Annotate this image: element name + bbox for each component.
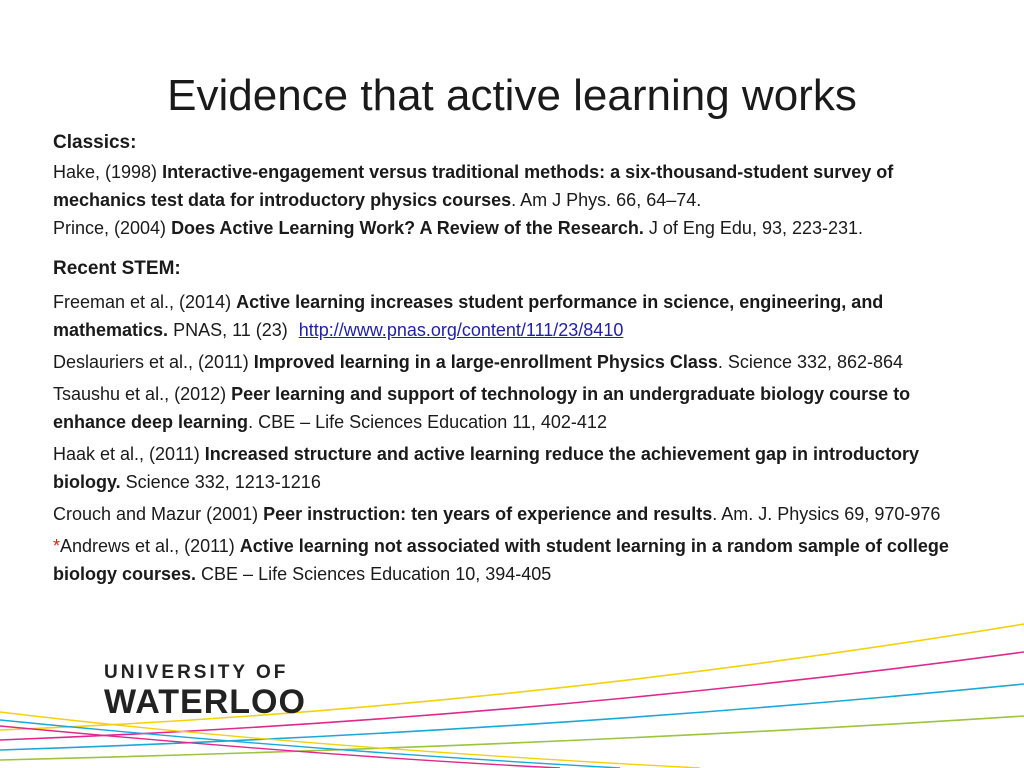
ref-authors: Prince, (2004) <box>53 218 172 238</box>
reference-andrews <box>53 532 973 588</box>
university-of-waterloo-logo <box>104 662 334 720</box>
ref-source: . CBE – Life Sciences Education 11, 402-412 <box>248 412 607 432</box>
ref-title: Active learning not associated with student learning in a random sample of college biology courses. <box>53 536 949 584</box>
reference-prince <box>53 214 973 242</box>
classics-heading: Classics: <box>53 132 137 153</box>
swoosh-line-cyan-low <box>0 720 620 768</box>
reference-hake <box>53 158 973 214</box>
ref-source: . Am. J. Physics 69, 970-976 <box>712 504 941 524</box>
ref-authors: Freeman et al., (2014) <box>53 292 237 312</box>
logo-line-university-of: UNIVERSITY OF <box>104 662 289 683</box>
reference-haak <box>53 440 973 496</box>
reference-deslauriers <box>53 348 973 376</box>
ref-source: PNAS, 11 (23) <box>168 320 293 340</box>
ref-authors: Crouch and Mazur (2001) <box>53 504 264 524</box>
ref-authors: Hake, (1998) <box>53 162 163 182</box>
ref-title: Does Active Learning Work? A Review of the Research. <box>171 218 644 238</box>
ref-source: . Science 332, 862-864 <box>717 352 904 372</box>
ref-title: Increased structure and active learning reduce the achievement gap in introductory biology. <box>53 444 919 492</box>
slide-content <box>53 128 973 588</box>
reference-tsaushu <box>53 380 973 436</box>
ref-title: Active learning increases student performance in science, engineering, and mathematics. <box>53 292 884 340</box>
recent-stem-heading: Recent STEM: <box>53 258 181 279</box>
ref-source: Science 332, 1213-1216 <box>120 472 321 492</box>
ref-title: Peer instruction: ten years of experience and results <box>263 504 713 524</box>
ref-source: J of Eng Edu, 93, 223-231. <box>643 218 864 238</box>
slide-title: Evidence that active learning works <box>167 71 857 120</box>
ref-title: Interactive-engagement versus traditional methods: a six-thousand-student survey of mechanics test data for introductory physics courses <box>53 162 894 210</box>
ref-source: CBE – Life Sciences Education 10, 394-405 <box>196 564 552 584</box>
pnas-link[interactable]: http://www.pnas.org/content/111/23/8410 <box>298 320 624 340</box>
ref-title: Improved learning in a large-enrollment Physics Class <box>253 352 718 372</box>
ref-authors: Deslauriers et al., (2011) <box>53 352 254 372</box>
ref-title: Peer learning and support of technology in an undergraduate biology course to enhance deep learning <box>53 384 911 432</box>
asterisk-marker: * <box>53 536 61 556</box>
ref-authors: Tsaushu et al., (2012) <box>53 384 232 404</box>
ref-authors: Haak et al., (2011) <box>53 444 205 464</box>
ref-authors: Andrews et al., (2011) <box>60 536 240 556</box>
reference-crouch-mazur <box>53 500 973 528</box>
logo-line-waterloo: WATERLOO <box>104 683 306 721</box>
reference-freeman <box>53 288 973 344</box>
ref-source: . Am J Phys. 66, 64–74. <box>511 190 702 210</box>
